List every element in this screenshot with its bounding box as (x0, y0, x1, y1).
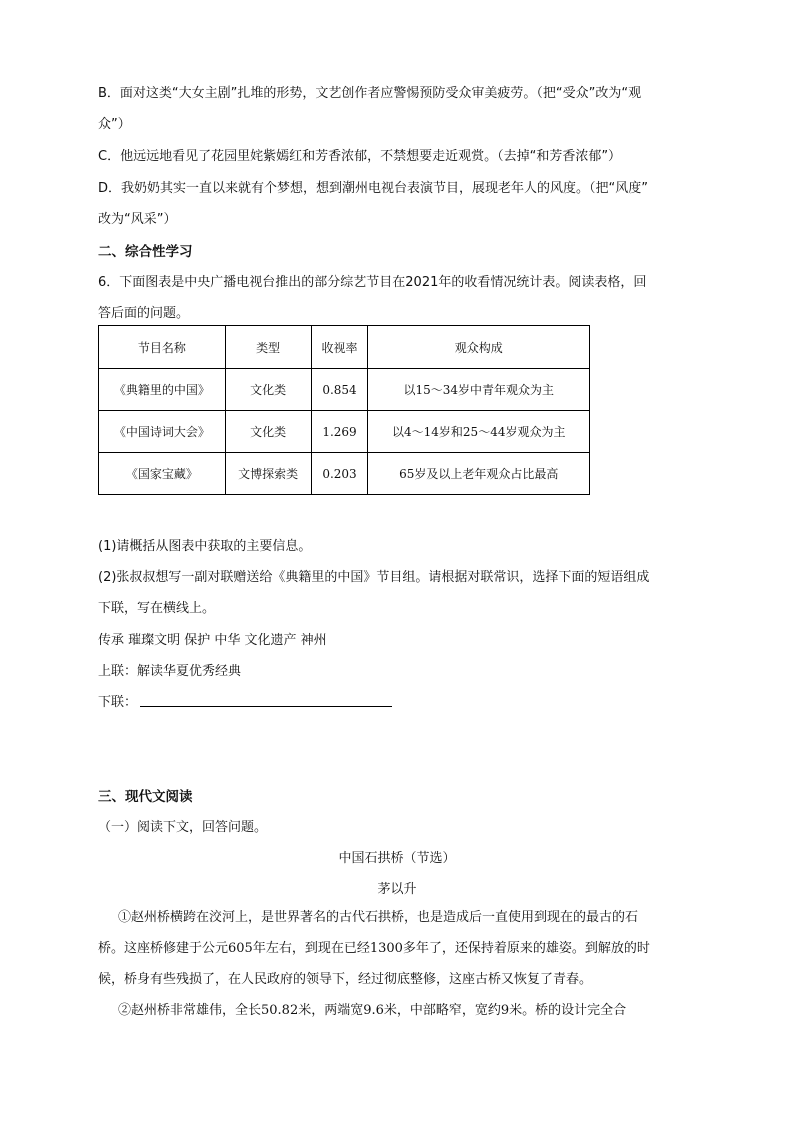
sub-question-2-line1: (2)张叔叔想写一副对联赠送给《典籍里的中国》节目组。请根据对联常识，选择下面的短语组成 (98, 570, 650, 585)
phrase-options: 传承 璀璨文明 保护 中华 文化遗产 神州 (98, 633, 327, 648)
table-row (99, 411, 590, 453)
paragraph-1-line3: 候，桥身有些残损了，在人民政府的领导下，经过彻底整修，这座古桥又恢复了青春。 (98, 972, 593, 987)
table-header-row (99, 326, 590, 369)
ratings-table (98, 325, 590, 495)
lower-couplet-answer-line[interactable] (140, 706, 392, 707)
table-cell: 1.269 (311, 411, 368, 453)
paragraph-2-line1: ②赵州桥非常雄伟，全长50.82米，两端宽9.6米，中部略窄，宽约9米。桥的设计完全合 (118, 1003, 627, 1018)
header-cell: 观众构成 (368, 326, 590, 369)
table-cell: 《中国诗词大会》 (99, 411, 226, 453)
table-cell: 《典籍里的中国》 (99, 369, 226, 411)
table-row (99, 453, 590, 495)
table-cell: 0.854 (311, 369, 368, 411)
reading-instruction: （一）阅读下文，回答问题。 (98, 820, 268, 835)
article-title: 中国石拱桥（节选） (338, 851, 456, 866)
table-cell: 《国家宝藏》 (99, 453, 226, 495)
section-2-title: 二、综合性学习 (98, 244, 193, 260)
lower-couplet-label: 下联： (98, 695, 138, 710)
header-cell: 类型 (225, 326, 311, 369)
sub-question-1: (1)请概括从图表中获取的主要信息。 (98, 539, 312, 554)
sub-question-2-line2: 下联，写在横线上。 (98, 601, 216, 616)
table-cell: 0.203 (311, 453, 368, 495)
option-d-line2: 改为“风采”） (98, 212, 177, 227)
question-6-line2: 答后面的问题。 (98, 306, 190, 321)
table-row (99, 369, 590, 411)
table-cell: 文化类 (225, 369, 311, 411)
header-cell: 节目名称 (99, 326, 226, 369)
option-c-line1: C．他远远地看见了花园里姹紫嫣红和芳香浓郁，不禁想要走近观赏。（去掉“和芳香浓郁”） (98, 149, 622, 164)
option-b-line2: 众”） (98, 117, 131, 132)
article-author: 茅以升 (377, 882, 417, 897)
table-cell: 65岁及以上老年观众占比最高 (368, 453, 590, 495)
header-cell: 收视率 (311, 326, 368, 369)
table-cell: 文博探索类 (225, 453, 311, 495)
paragraph-1-line1: ①赵州桥横跨在洨河上，是世界著名的古代石拱桥，也是造成后一直使用到现在的最古的石 (118, 910, 639, 925)
option-b-line1: B．面对这类“大女主剧”扎堆的形势，文艺创作者应警惕预防受众审美疲劳。（把“受众”改为“观 (98, 86, 642, 101)
section-3-title: 三、现代文阅读 (98, 789, 193, 805)
paragraph-1-line2: 桥。这座桥修建于公元605年左右，到现在已经1300多年了，还保持着原来的雄姿。到解放的时 (98, 941, 650, 956)
table-cell: 文化类 (225, 411, 311, 453)
table-cell: 以4～14岁和25～44岁观众为主 (368, 411, 590, 453)
option-d-line1: D．我奶奶其实一直以来就有个梦想，想到潮州电视台表演节目，展现老年人的风度。（把“风度” (98, 181, 648, 196)
question-6-line1: 6．下面图表是中央广播电视台推出的部分综艺节目在2021年的收看情况统计表。阅读表格，回 (98, 275, 647, 290)
upper-couplet: 上联：解读华夏优秀经典 (98, 664, 242, 679)
table-cell: 以15～34岁中青年观众为主 (368, 369, 590, 411)
